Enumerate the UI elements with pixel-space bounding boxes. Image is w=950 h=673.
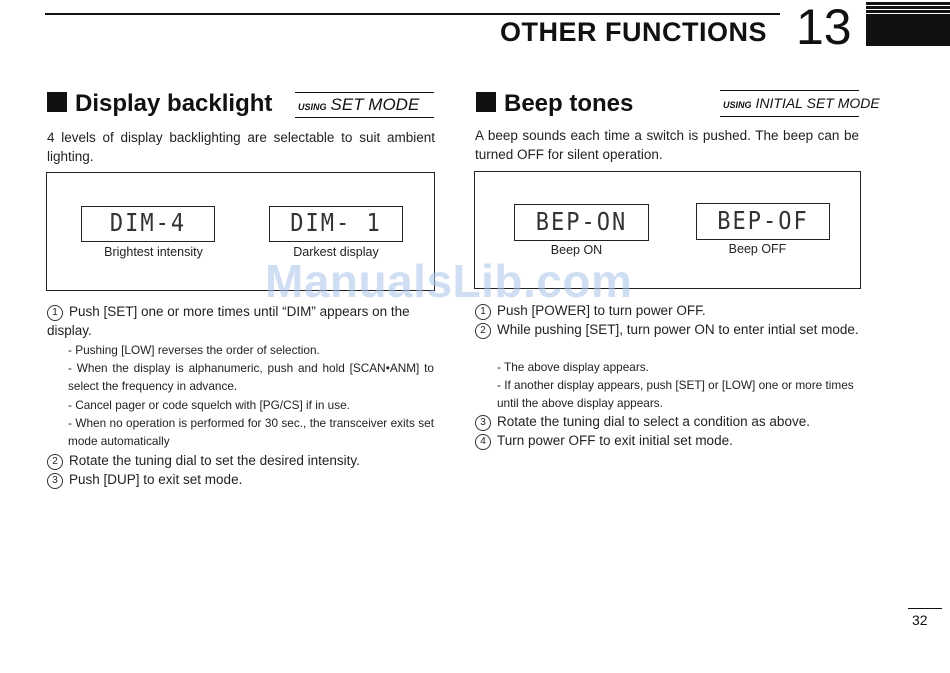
backlight-step-2 [47,451,435,470]
using-bottom-rule [295,117,434,118]
lcd-text: BEP-ON [535,208,628,237]
chapter-tab-marker [866,2,950,46]
section-title: OTHER FUNCTIONS [500,17,767,47]
watermark: ManualsLib.com [265,255,633,307]
using-mode: SET MODE [330,95,420,114]
using-small: USING [298,102,327,112]
beep-step-2 [475,320,860,339]
backlight-note-3: - Cancel pager or code squelch with [PG/CS] if in use. [68,398,350,412]
backlight-step-3 [47,470,435,489]
lcd-display-beep-off [696,203,830,240]
beep-note-2: - If another display appears, push [SET] or [LOW] one or more times until the above display appears. [497,378,854,410]
backlight-intro: 4 levels of display backlighting are selectable to suit ambient lighting. [47,130,435,164]
step-number: 2 [47,454,63,470]
lcd-display-dim1 [269,206,403,242]
heading-text: Beep tones [504,90,634,117]
step-number: 2 [475,323,491,339]
step-text: Rotate the tuning dial to select a condition as above. [497,414,810,429]
display-backlight-heading [47,90,272,118]
lcd-caption: Beep ON [550,243,603,257]
step-number: 4 [475,434,491,450]
lcd-caption: Beep OFF [728,242,787,256]
using-mode-label [723,95,880,111]
using-small: USING [723,100,752,110]
square-bullet-icon [476,92,496,112]
step-number: 3 [475,415,491,431]
step-text: Rotate the tuning dial to set the desired intensity. [69,453,360,468]
chapter-number: 13 [796,0,852,55]
backlight-note-2: - When the display is alphanumeric, push and hold [SCAN•ANM] to select the frequency in advance. [68,361,434,393]
beep-intro: A beep sounds each time a switch is pushed. The beep can be turned OFF for silent operation. [475,128,859,162]
lcd-text: DIM- 1 [290,209,382,238]
step-number: 1 [47,305,63,321]
step-text: Push [SET] one or more times until “DIM” appears on the display. [47,304,410,338]
step-number: 3 [47,473,63,489]
step-text: Turn power OFF to exit initial set mode. [497,433,733,448]
heading-text: Display backlight [75,90,273,117]
lcd-text: DIM-4 [109,209,187,238]
using-mode-label [298,95,419,115]
step-number: 1 [475,304,491,320]
lcd-text: BEP-OF [717,207,809,236]
step-text: While pushing [SET], turn power ON to enter intial set mode. [497,322,859,337]
square-bullet-icon [47,92,67,112]
step-text: Push [DUP] to exit set mode. [69,472,243,487]
page-number: 32 [912,612,928,628]
beep-step-4 [475,431,860,450]
using-top-rule [720,90,859,91]
lcd-display-dim4 [81,206,215,242]
beep-step-3 [475,412,860,431]
lcd-caption: Darkest display [293,245,379,259]
header-rule [45,13,780,15]
using-bottom-rule [720,116,859,117]
beep-tones-heading [476,90,633,118]
lcd-caption: Brightest intensity [104,245,203,259]
lcd-display-beep-on [514,204,649,241]
backlight-note-1: - Pushing [LOW] reverses the order of selection. [68,343,320,357]
beep-note-1: - The above display appears. [497,360,649,374]
backlight-note-4: - When no operation is performed for 30 sec., the transceiver exits set mode automatically [68,416,434,448]
step-text: Push [POWER] to turn power OFF. [497,303,706,318]
using-top-rule [295,92,434,93]
page-number-rule [908,608,942,609]
using-mode: INITIAL SET MODE [755,95,880,111]
